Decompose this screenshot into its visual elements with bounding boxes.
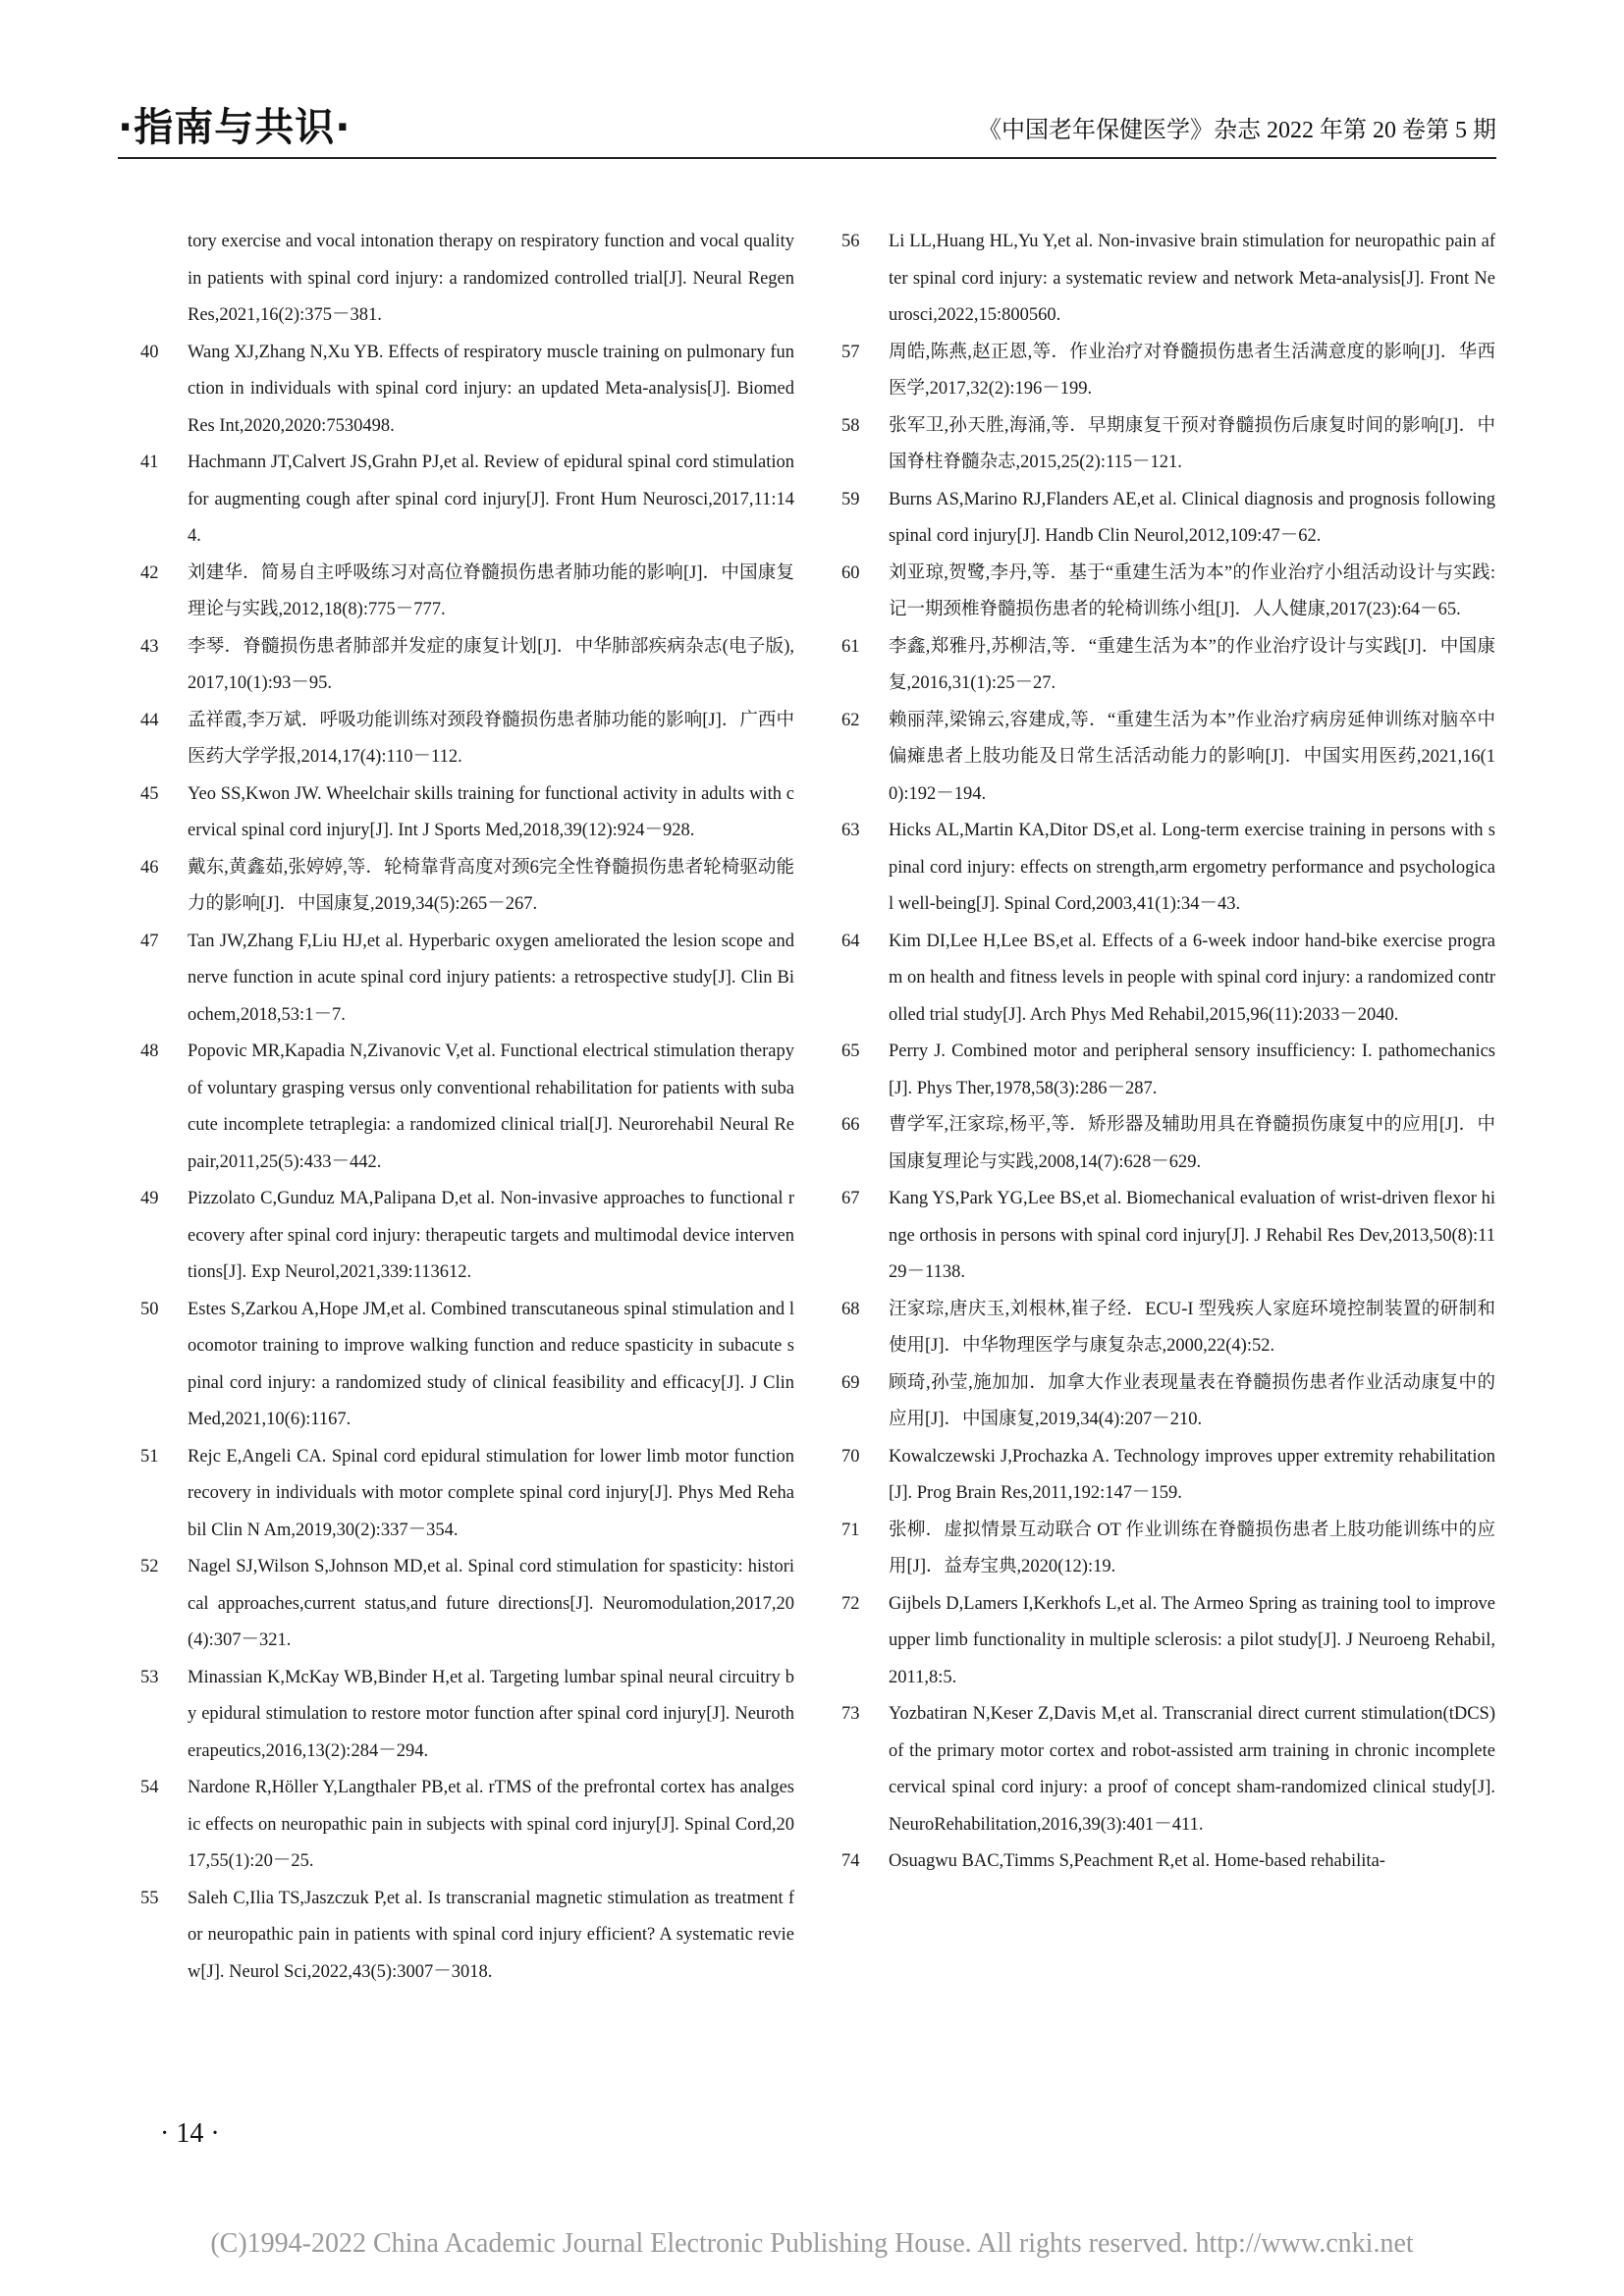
reference-text: 李琴．脊髓损伤患者肺部并发症的康复计划[J]．中华肺部疾病杂志(电子版),2017,10(1):93－95. (188, 636, 794, 693)
reference-number: 70 (841, 1446, 860, 1467)
left-reference-column (140, 224, 794, 1991)
reference-text: 戴东,黄鑫茹,张婷婷,等．轮椅靠背高度对颈6完全性脊髓损伤患者轮椅驱动能力的影响[J]．中国康复,2019,34(5):265－267. (188, 857, 794, 914)
reference-text: Burns AS,Marino RJ,Flanders AE,et al. Clinical diagnosis and prognosis following spinal cord injury[J]. Handb Clin Neurol,2012,109:47－62. (889, 489, 1495, 546)
reference-text: 顾琦,孙莹,施加加．加拿大作业表现量表在脊髓损伤患者作业活动康复中的应用[J]．中国康复,2019,34(4):207－210. (889, 1372, 1495, 1429)
reference-number: 58 (841, 415, 860, 436)
reference-item (140, 445, 794, 556)
reference-text: Yeo SS,Kwon JW. Wheelchair skills training for functional activity in adults with cervical spinal cord injury[J]. Int J Sports Med,2018,39(12):924－928. (188, 783, 794, 840)
reference-text: 曹学军,汪家琮,杨平,等．矫形器及辅助用具在脊髓损伤康复中的应用[J]．中国康复理论与实践,2008,14(7):628－629. (889, 1115, 1495, 1172)
reference-text: Saleh C,Ilia TS,Jaszczuk P,et al. Is transcranial magnetic stimulation as treatment for neuropathic pain in patients with spinal cord injury efficient? A systematic review[J]. Neurol Sci,2022,43(5):3007－3018. (188, 1888, 794, 1982)
reference-text: 汪家琮,唐庆玉,刘根林,崔子经．ECU-I 型残疾人家庭环境控制装置的研制和使用[J]．中华物理医学与康复杂志,2000,22(4):52. (889, 1299, 1495, 1356)
reference-number: 46 (140, 857, 159, 878)
reference-text: 刘亚琼,贺鹭,李丹,等．基于“重建生活为本”的作业治疗小组活动设计与实践:记一期颈椎脊髓损伤患者的轮椅训练小组[J]．人人健康,2017(23):64－65. (889, 562, 1495, 619)
reference-text: Pizzolato C,Gunduz MA,Palipana D,et al. Non-invasive approaches to functional recovery after spinal cord injury: therapeutic targets and multimodal device interventions[J]. Exp Neurol,2021,339:113612. (188, 1189, 794, 1282)
reference-item (140, 703, 794, 776)
reference-number: 68 (841, 1299, 860, 1319)
reference-item (140, 1292, 794, 1439)
reference-text: Estes S,Zarkou A,Hope JM,et al. Combined transcutaneous spinal stimulation and locomotor training to improve walking function and reduce spasticity in subacute spinal cord injury: a randomized study of clinical feasibility and efficacy[J]. J Clin Med,2021,10(6):1167. (188, 1299, 794, 1429)
reference-text: 张军卫,孙天胜,海涌,等．早期康复干预对脊髓损伤后康复时间的影响[J]．中国脊柱脊髓杂志,2015,25(2):115－121. (889, 415, 1495, 472)
reference-item (841, 1107, 1495, 1181)
reference-number: 45 (140, 783, 159, 804)
reference-text: Rejc E,Angeli CA. Spinal cord epidural stimulation for lower limb motor function recovery in individuals with motor complete spinal cord injury[J]. Phys Med Rehabil Clin N Am,2019,30(2):337－354. (188, 1446, 794, 1540)
reference-item (841, 1696, 1495, 1843)
reference-item (841, 703, 1495, 814)
reference-text: Li LL,Huang HL,Yu Y,et al. Non-invasive brain stimulation for neuropathic pain after spinal cord injury: a systematic review and network Meta-analysis[J]. Front Neurosci,2022,15:800560. (889, 232, 1495, 325)
reference-number: 52 (140, 1557, 159, 1576)
reference-number: 55 (140, 1888, 159, 1908)
page-number: · 14 · (160, 2118, 220, 2149)
reference-text: Yozbatiran N,Keser Z,Davis M,et al. Transcranial direct current stimulation(tDCS) of the primary motor cortex and robot-assisted arm training in chronic incomplete cervical spinal cord injury: a proof of concept sham-randomized clinical study[J]. NeuroRehabilitation,2016,39(3):401－411. (889, 1704, 1495, 1835)
reference-number: 72 (841, 1593, 860, 1614)
reference-item (841, 813, 1495, 924)
reference-number: 44 (140, 710, 159, 730)
reference-text: 张柳．虚拟情景互动联合 OT 作业训练在脊髓损伤患者上肢功能训练中的应用[J]．益寿宝典,2020(12):19. (889, 1520, 1495, 1576)
reference-number: 57 (841, 342, 860, 362)
reference-item (841, 1843, 1495, 1881)
reference-number: 60 (841, 562, 860, 583)
reference-number: 49 (140, 1189, 159, 1208)
reference-item (841, 1365, 1495, 1439)
reference-number: 56 (841, 232, 860, 251)
reference-text: Kim DI,Lee H,Lee BS,et al. Effects of a 6-week indoor hand-bike exercise program on health and fitness levels in people with spinal cord injury: a randomized controlled trial study[J]. Arch Phys Med Rehabil,2015,96(11):2033－2040. (889, 931, 1495, 1025)
reference-text: Nagel SJ,Wilson S,Johnson MD,et al. Spinal cord stimulation for spasticity: historical approaches,current status,and future directions[J]. Neuromodulation,2017,20(4):307－321. (188, 1557, 794, 1650)
reference-item (841, 1292, 1495, 1365)
reference-number: 43 (140, 636, 159, 657)
reference-item (140, 1881, 794, 1992)
reference-number: 62 (841, 710, 860, 730)
reference-text: Tan JW,Zhang F,Liu HJ,et al. Hyperbaric oxygen ameliorated the lesion scope and nerve function in acute spinal cord injury patients: a retrospective study[J]. Clin Biochem,2018,53:1－7. (188, 931, 794, 1025)
reference-item (140, 1034, 794, 1181)
reference-item (140, 224, 794, 335)
header-divider (118, 157, 1496, 159)
section-label: ·指南与共识· (118, 105, 352, 150)
reference-item (841, 408, 1495, 482)
reference-number: 66 (841, 1115, 860, 1135)
reference-text: 孟祥霞,李万斌．呼吸功能训练对颈段脊髓损伤患者肺功能的影响[J]．广西中医药大学学报,2014,17(4):110－112. (188, 710, 794, 767)
reference-item (841, 224, 1495, 335)
reference-text: tory exercise and vocal intonation therapy on respiratory function and vocal quality in patients with spinal cord injury: a randomized controlled trial[J]. Neural Regen Res,2021,16(2):375－381. (188, 232, 794, 325)
reference-item (841, 556, 1495, 629)
reference-item (841, 1034, 1495, 1107)
reference-number: 48 (140, 1041, 159, 1061)
reference-text: 刘建华．简易自主呼吸练习对高位脊髓损伤患者肺功能的影响[J]．中国康复理论与实践,2012,18(8):775－777. (188, 562, 794, 619)
reference-item (140, 850, 794, 924)
reference-item (140, 556, 794, 629)
reference-item (140, 1770, 794, 1881)
reference-item (140, 1181, 794, 1292)
reference-item (841, 924, 1495, 1035)
reference-number: 71 (841, 1520, 860, 1540)
reference-item (140, 924, 794, 1035)
reference-text: Perry J. Combined motor and peripheral sensory insufficiency: I. pathomechanics[J]. Phys Ther,1978,58(3):286－287. (889, 1041, 1495, 1098)
reference-number: 74 (841, 1851, 860, 1871)
reference-number: 69 (841, 1372, 860, 1393)
reference-text: Nardone R,Höller Y,Langthaler PB,et al. rTMS of the prefrontal cortex has analgesic effects on neuropathic pain in subjects with spinal cord injury[J]. Spinal Cord,2017,55(1):20－25. (188, 1778, 794, 1871)
reference-text: Minassian K,McKay WB,Binder H,et al. Targeting lumbar spinal neural circuitry by epidural stimulation to restore motor function after spinal cord injury[J]. Neurotherapeutics,2016,13(2):284－294. (188, 1667, 794, 1761)
reference-number: 64 (841, 931, 860, 951)
reference-text: Kowalczewski J,Prochazka A. Technology improves upper extremity rehabilitation[J]. Prog Brain Res,2011,192:147－159. (889, 1446, 1495, 1503)
reference-text: Gijbels D,Lamers I,Kerkhofs L,et al. The Armeo Spring as training tool to improve upper limb functionality in multiple sclerosis: a pilot study[J]. J Neuroeng Rehabil,2011,8:5. (889, 1593, 1495, 1687)
reference-item (841, 335, 1495, 408)
reference-number: 51 (140, 1446, 159, 1467)
reference-number: 47 (140, 931, 159, 951)
reference-text: 赖丽萍,梁锦云,容建成,等．“重建生活为本”作业治疗病房延伸训练对脑卒中偏瘫患者上肢功能及日常生活活动能力的影响[J]．中国实用医药,2021,16(10):192－194. (889, 710, 1495, 804)
reference-text: Hicks AL,Martin KA,Ditor DS,et al. Long-term exercise training in persons with spinal cord injury: effects on strength,arm ergometry performance and psychological well-being[J]. Spinal Cord,2003,41(1):34－43. (889, 821, 1495, 914)
reference-item (140, 1439, 794, 1550)
reference-number: 63 (841, 821, 860, 840)
reference-number: 73 (841, 1704, 860, 1724)
reference-text: 李鑫,郑雅丹,苏柳洁,等．“重建生活为本”的作业治疗设计与实践[J]．中国康复,2016,31(1):25－27. (889, 636, 1495, 693)
copyright-footer: (C)1994-2022 China Academic Journal Electronic Publishing House. All rights reserved. http://www.cnki.net (210, 2228, 1414, 2259)
reference-number: 59 (841, 489, 860, 509)
journal-title: 《中国老年保健医学》杂志 2022 年第 20 卷第 5 期 (978, 118, 1496, 143)
reference-number: 53 (140, 1667, 159, 1687)
reference-number: 65 (841, 1041, 860, 1061)
reference-text: Hachmann JT,Calvert JS,Grahn PJ,et al. Review of epidural spinal cord stimulation for augmenting cough after spinal cord injury[J]. Front Hum Neurosci,2017,11:144. (188, 453, 794, 546)
reference-item (841, 1513, 1495, 1586)
reference-item (140, 629, 794, 703)
right-reference-column (841, 224, 1495, 1881)
reference-text: Popovic MR,Kapadia N,Zivanovic V,et al. Functional electrical stimulation therapy of voluntary grasping versus only conventional rehabilitation for patients with subacute incomplete tetraplegia: a randomized clinical trial[J]. Neurorehabil Neural Repair,2011,25(5):433－442. (188, 1041, 794, 1172)
reference-number: 50 (140, 1299, 159, 1319)
reference-item (841, 482, 1495, 556)
reference-number: 42 (140, 562, 159, 583)
reference-item (841, 1439, 1495, 1513)
reference-number: 41 (140, 453, 159, 472)
reference-item (140, 335, 794, 446)
reference-item (140, 1549, 794, 1660)
reference-number: 54 (140, 1778, 159, 1797)
reference-text: Wang XJ,Zhang N,Xu YB. Effects of respiratory muscle training on pulmonary function in individuals with spinal cord injury: an updated Meta-analysis[J]. Biomed Res Int,2020,2020:7530498. (188, 342, 794, 436)
reference-item (841, 1181, 1495, 1292)
reference-number: 67 (841, 1189, 860, 1208)
reference-item (140, 776, 794, 850)
reference-text: Kang YS,Park YG,Lee BS,et al. Biomechanical evaluation of wrist-driven flexor hinge orthosis in persons with spinal cord injury[J]. J Rehabil Res Dev,2013,50(8):1129－1138. (889, 1189, 1495, 1282)
reference-number: 40 (140, 342, 159, 362)
reference-item (140, 1660, 794, 1771)
reference-text: Osuagwu BAC,Timms S,Peachment R,et al. Home-based rehabilita- (889, 1851, 1385, 1871)
reference-number: 61 (841, 636, 860, 657)
reference-item (841, 1586, 1495, 1697)
reference-text: 周皓,陈燕,赵正恩,等．作业治疗对脊髓损伤患者生活满意度的影响[J]．华西医学,2017,32(2):196－199. (889, 342, 1495, 399)
reference-item (841, 629, 1495, 703)
